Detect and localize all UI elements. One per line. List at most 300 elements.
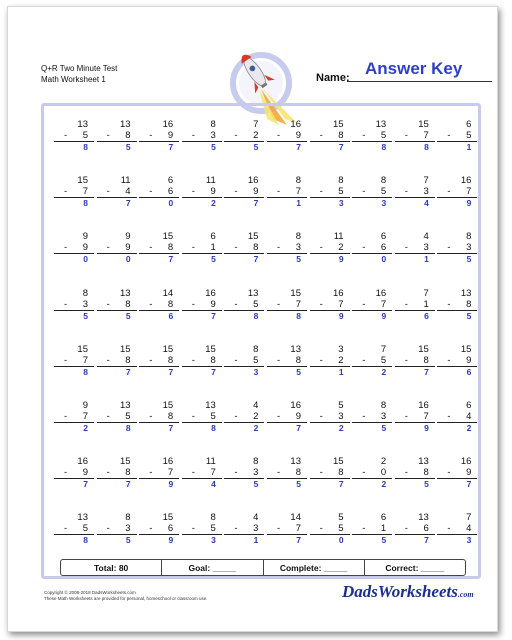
subtrahend: 4 <box>466 411 472 422</box>
problem <box>54 344 94 378</box>
answer: 3 <box>466 535 472 546</box>
problem <box>224 344 264 378</box>
subtrahend-row <box>97 299 137 311</box>
minuend: 8 <box>210 119 216 130</box>
problem <box>437 119 477 153</box>
problem <box>267 175 307 209</box>
subtrahend: 5 <box>380 186 387 198</box>
answer: 7 <box>424 535 429 546</box>
minus-sign: - <box>447 186 451 198</box>
subtrahend-row <box>139 411 179 423</box>
minus-sign: - <box>362 467 366 479</box>
minus-sign: - <box>106 298 110 310</box>
minuend: 13 <box>290 456 301 468</box>
subtrahend-row <box>97 467 137 479</box>
answer: 5 <box>211 142 216 152</box>
subtrahend: 3 <box>253 523 259 535</box>
problem <box>224 456 264 490</box>
minuend: 13 <box>120 119 131 130</box>
answer: 5 <box>125 535 131 546</box>
answer: 7 <box>83 479 88 490</box>
subtrahend: 3 <box>253 467 259 479</box>
subtrahend: 9 <box>295 411 301 422</box>
answer: 7 <box>338 479 344 490</box>
subtrahend: 7 <box>380 298 387 310</box>
subtrahend: 7 <box>423 411 429 422</box>
subtrahend: 9 <box>82 242 88 254</box>
minuend: 9 <box>125 231 131 243</box>
correct-field: Correct: _____ <box>385 562 445 573</box>
subtrahend-row <box>437 523 477 535</box>
subtrahend-row <box>352 355 392 367</box>
subtrahend: 5 <box>380 130 387 141</box>
title-line-2: Math Worksheet 1 <box>41 75 106 84</box>
minuend: 7 <box>423 287 429 299</box>
subtrahend-row <box>395 186 435 198</box>
subtrahend-row <box>54 411 94 423</box>
minuend: 15 <box>290 287 301 299</box>
answer: 1 <box>424 254 429 265</box>
minus-sign: - <box>404 354 408 366</box>
minuend: 15 <box>162 512 174 524</box>
minus-sign: - <box>64 130 68 141</box>
problem <box>437 288 477 322</box>
subtrahend: 3 <box>466 242 472 254</box>
answer: 2 <box>466 423 472 433</box>
subtrahend: 3 <box>295 242 301 254</box>
subtrahend-row <box>97 523 137 535</box>
minus-sign: - <box>64 186 68 198</box>
minus-sign: - <box>191 298 195 310</box>
minuend: 16 <box>162 119 174 130</box>
minus-sign: - <box>447 523 451 535</box>
subtrahend-row <box>54 242 94 254</box>
subtrahend: 3 <box>423 186 429 198</box>
subtrahend-row <box>97 130 137 142</box>
minus-sign: - <box>404 411 408 422</box>
subtrahend-row <box>224 242 264 254</box>
subtrahend: 3 <box>125 523 131 535</box>
subtrahend: 1 <box>423 298 429 310</box>
subtrahend: 7 <box>295 186 301 198</box>
minuend: 16 <box>77 456 88 468</box>
answer: 8 <box>83 142 88 152</box>
worksheet-page <box>7 6 498 632</box>
subtrahend: 6 <box>423 523 429 535</box>
minuend: 16 <box>460 175 472 187</box>
minuend: 8 <box>253 456 259 468</box>
answer: 6 <box>424 310 429 321</box>
subtrahend-row <box>182 355 222 367</box>
answer: 8 <box>211 423 216 433</box>
subtrahend-row <box>54 299 94 311</box>
minuend: 16 <box>205 287 216 299</box>
minus-sign: - <box>64 242 68 254</box>
subtrahend: 5 <box>82 523 88 535</box>
problem <box>182 344 222 378</box>
answer: 5 <box>253 479 259 490</box>
problem <box>352 119 392 153</box>
answer: 9 <box>338 254 344 265</box>
problem <box>310 175 350 209</box>
subtrahend-row <box>182 467 222 479</box>
problem <box>437 456 477 490</box>
problem <box>224 231 264 265</box>
answer: 5 <box>296 366 301 377</box>
problem <box>395 400 435 434</box>
minuend: 8 <box>253 343 259 355</box>
subtrahend-row <box>395 299 435 311</box>
minuend: 7 <box>380 343 387 355</box>
minuend: 14 <box>290 512 301 524</box>
subtrahend-row <box>139 186 179 198</box>
minuend: 15 <box>120 456 131 468</box>
minuend: 6 <box>167 175 174 187</box>
subtrahend: 9 <box>167 130 174 141</box>
logo-text: DadsWorksheets <box>342 582 458 601</box>
minus-sign: - <box>64 523 68 535</box>
problem <box>310 400 350 434</box>
subtrahend: 7 <box>82 411 88 422</box>
subtrahend-row <box>310 411 350 423</box>
minuend: 11 <box>205 175 216 187</box>
goal-field: Goal: _____ <box>162 560 263 575</box>
answer: 5 <box>125 142 131 152</box>
problem <box>267 400 307 434</box>
subtrahend: 7 <box>295 298 301 310</box>
minuend: 11 <box>205 456 216 468</box>
problem <box>437 231 477 265</box>
minuend: 14 <box>162 287 174 299</box>
answer: 8 <box>83 198 88 209</box>
minus-sign: - <box>106 523 110 535</box>
name-line <box>347 81 492 82</box>
minus-sign: - <box>149 354 153 366</box>
problem <box>97 512 137 546</box>
copyright-line-2: These Math Worksheets are provided for personal, homeschool or classroom use. <box>44 596 208 601</box>
answer: 4 <box>211 479 216 490</box>
minus-sign: - <box>447 242 451 254</box>
subtrahend: 8 <box>338 467 344 479</box>
minus-sign: - <box>234 186 238 198</box>
subtrahend-row <box>54 523 94 535</box>
minus-sign: - <box>447 298 451 310</box>
answer: 5 <box>296 479 301 490</box>
subtrahend-row <box>139 130 179 142</box>
answer: 3 <box>211 535 216 546</box>
answer: 7 <box>168 423 174 433</box>
minus-sign: - <box>362 411 366 422</box>
subtrahend: 2 <box>338 354 344 366</box>
minuend: 8 <box>380 175 387 187</box>
site-logo <box>342 582 474 602</box>
minus-sign: - <box>277 130 281 141</box>
problem <box>352 175 392 209</box>
minus-sign: - <box>191 242 195 254</box>
answer: 7 <box>168 142 174 152</box>
subtrahend: 8 <box>423 354 429 366</box>
minus-sign: - <box>362 523 366 535</box>
problem <box>182 175 222 209</box>
minuend: 7 <box>466 512 472 524</box>
subtrahend: 4 <box>125 186 131 198</box>
minuend: 16 <box>162 456 174 468</box>
subtrahend: 9 <box>82 467 88 479</box>
minus-sign: - <box>106 186 110 198</box>
answer: 2 <box>253 423 259 433</box>
problem <box>97 456 137 490</box>
minus-sign: - <box>319 186 323 198</box>
minuend: 8 <box>466 231 472 243</box>
subtrahend-row <box>267 467 307 479</box>
answer: 1 <box>466 142 472 152</box>
minus-sign: - <box>234 354 238 366</box>
answer: 5 <box>381 535 387 546</box>
problem <box>267 288 307 322</box>
minuend: 7 <box>253 119 259 130</box>
problem <box>182 456 222 490</box>
answer: 1 <box>338 366 344 377</box>
subtrahend-row <box>182 186 222 198</box>
problem <box>182 288 222 322</box>
subtrahend: 7 <box>82 186 88 198</box>
minus-sign: - <box>234 411 238 422</box>
minuend: 6 <box>380 512 387 524</box>
subtrahend: 4 <box>466 523 472 535</box>
problem <box>139 288 179 322</box>
subtrahend: 8 <box>253 242 259 254</box>
answer: 8 <box>83 366 88 377</box>
problem <box>395 119 435 153</box>
minuend: 15 <box>162 343 174 355</box>
subtrahend-row <box>182 523 222 535</box>
answer: 8 <box>424 142 429 152</box>
subtrahend: 2 <box>338 242 344 254</box>
subtrahend: 6 <box>167 523 174 535</box>
subtrahend-row <box>437 186 477 198</box>
problem <box>54 400 94 434</box>
answer: 9 <box>424 423 429 433</box>
minus-sign: - <box>106 130 110 141</box>
minus-sign: - <box>404 130 408 141</box>
subtrahend-row <box>267 523 307 535</box>
total-count: Total: 80 <box>61 560 162 575</box>
minus-sign: - <box>64 467 68 479</box>
subtrahend: 5 <box>253 298 259 310</box>
minus-sign: - <box>234 242 238 254</box>
problems-grid <box>54 119 474 549</box>
minuend: 5 <box>338 512 344 524</box>
minuend: 15 <box>205 343 216 355</box>
subtrahend: 8 <box>338 130 344 141</box>
problem <box>224 400 264 434</box>
minus-sign: - <box>319 130 323 141</box>
subtrahend: 8 <box>466 298 472 310</box>
minus-sign: - <box>149 186 153 198</box>
subtrahend-row <box>224 355 264 367</box>
subtrahend-row <box>182 411 222 423</box>
minus-sign: - <box>106 411 110 422</box>
problem <box>97 288 137 322</box>
subtrahend-row <box>395 130 435 142</box>
subtrahend-row <box>97 355 137 367</box>
problem <box>310 119 350 153</box>
subtrahend-row <box>139 299 179 311</box>
minus-sign: - <box>319 523 323 535</box>
problem <box>139 400 179 434</box>
title-line-1: Q+R Two Minute Test <box>41 64 118 73</box>
problem <box>54 231 94 265</box>
subtrahend-row <box>224 299 264 311</box>
subtrahend: 5 <box>210 523 216 535</box>
complete-field: Complete: _____ <box>264 560 365 575</box>
subtrahend: 6 <box>380 242 387 254</box>
minus-sign: - <box>319 467 323 479</box>
subtrahend: 8 <box>167 354 174 366</box>
answer: 7 <box>125 366 131 377</box>
minus-sign: - <box>362 242 366 254</box>
answer: 2 <box>338 423 344 433</box>
subtrahend: 2 <box>253 130 259 141</box>
answer: 8 <box>381 142 387 152</box>
minus-sign: - <box>447 130 451 141</box>
minuend: 11 <box>333 231 344 243</box>
minuend: 15 <box>333 119 344 130</box>
subtrahend-row <box>267 130 307 142</box>
minuend: 13 <box>120 400 131 411</box>
answer: 8 <box>125 423 131 433</box>
subtrahend-row <box>139 523 179 535</box>
subtrahend: 8 <box>167 298 174 310</box>
minus-sign: - <box>191 130 195 141</box>
subtrahend: 8 <box>125 298 131 310</box>
subtrahend-row <box>139 355 179 367</box>
subtrahend: 3 <box>380 411 387 422</box>
subtrahend-row <box>97 411 137 423</box>
minuend: 13 <box>460 287 472 299</box>
subtrahend: 2 <box>253 411 259 422</box>
problem <box>97 344 137 378</box>
problem <box>352 231 392 265</box>
problem <box>224 175 264 209</box>
answer: 2 <box>381 366 387 377</box>
minus-sign: - <box>234 130 238 141</box>
subtrahend: 1 <box>380 523 387 535</box>
subtrahend: 6 <box>167 186 174 198</box>
minus-sign: - <box>404 467 408 479</box>
minuend: 15 <box>418 343 429 355</box>
minuend: 13 <box>205 400 216 411</box>
answer: 1 <box>253 535 259 546</box>
subtrahend-row <box>310 467 350 479</box>
score-footer <box>60 559 466 576</box>
minuend: 4 <box>253 512 259 524</box>
subtrahend-row <box>267 186 307 198</box>
problem <box>267 119 307 153</box>
subtrahend-row <box>395 242 435 254</box>
answer: 5 <box>466 254 472 265</box>
subtrahend-row <box>267 411 307 423</box>
problem <box>437 175 477 209</box>
minuend: 13 <box>247 287 259 299</box>
subtrahend-row <box>224 411 264 423</box>
answer: 5 <box>424 479 429 490</box>
minuend: 13 <box>77 512 88 524</box>
answer: 7 <box>125 198 131 209</box>
problem <box>352 400 392 434</box>
minuend: 8 <box>295 231 301 243</box>
minuend: 16 <box>460 456 472 468</box>
answer: 7 <box>338 142 344 152</box>
subtrahend-row <box>437 130 477 142</box>
answer: 7 <box>211 310 216 321</box>
subtrahend-row <box>224 467 264 479</box>
subtrahend: 9 <box>295 130 301 141</box>
problem <box>224 119 264 153</box>
minuend: 13 <box>418 512 429 524</box>
subtrahend-row <box>352 186 392 198</box>
minuend: 15 <box>333 456 344 468</box>
problem <box>437 344 477 378</box>
answer: 7 <box>466 479 472 490</box>
problem <box>310 231 350 265</box>
subtrahend: 5 <box>466 130 472 141</box>
minuend: 9 <box>82 400 88 411</box>
minuend: 16 <box>333 287 344 299</box>
problem <box>139 512 179 546</box>
minuend: 2 <box>380 456 387 468</box>
minuend: 16 <box>375 287 387 299</box>
problem <box>139 344 179 378</box>
subtrahend: 5 <box>253 354 259 366</box>
minuend: 15 <box>77 343 88 355</box>
minus-sign: - <box>404 523 408 535</box>
minuend: 13 <box>418 456 429 468</box>
minus-sign: - <box>447 467 451 479</box>
minuend: 11 <box>120 175 131 187</box>
minus-sign: - <box>149 411 153 422</box>
minus-sign: - <box>277 411 281 422</box>
problem <box>139 231 179 265</box>
minuend: 13 <box>375 119 387 130</box>
minus-sign: - <box>277 467 281 479</box>
answer: 9 <box>381 310 387 321</box>
answer: 0 <box>83 254 88 265</box>
minus-sign: - <box>404 242 408 254</box>
minuend: 15 <box>77 175 88 187</box>
subtrahend-row <box>352 130 392 142</box>
minus-sign: - <box>362 186 366 198</box>
subtrahend: 5 <box>125 411 131 422</box>
answer: 6 <box>168 310 174 321</box>
minus-sign: - <box>64 298 68 310</box>
answer: 5 <box>381 423 387 433</box>
minus-sign: - <box>191 411 195 422</box>
minuend: 16 <box>418 400 429 411</box>
minus-sign: - <box>447 354 451 366</box>
minus-sign: - <box>362 298 366 310</box>
subtrahend: 5 <box>380 354 387 366</box>
minuend: 16 <box>290 400 301 411</box>
subtrahend-row <box>310 242 350 254</box>
subtrahend: 3 <box>210 130 216 141</box>
subtrahend-row <box>352 523 392 535</box>
answer: 5 <box>296 254 301 265</box>
problem <box>352 288 392 322</box>
subtrahend: 9 <box>210 186 216 198</box>
problem <box>182 231 222 265</box>
subtrahend: 9 <box>253 186 259 198</box>
